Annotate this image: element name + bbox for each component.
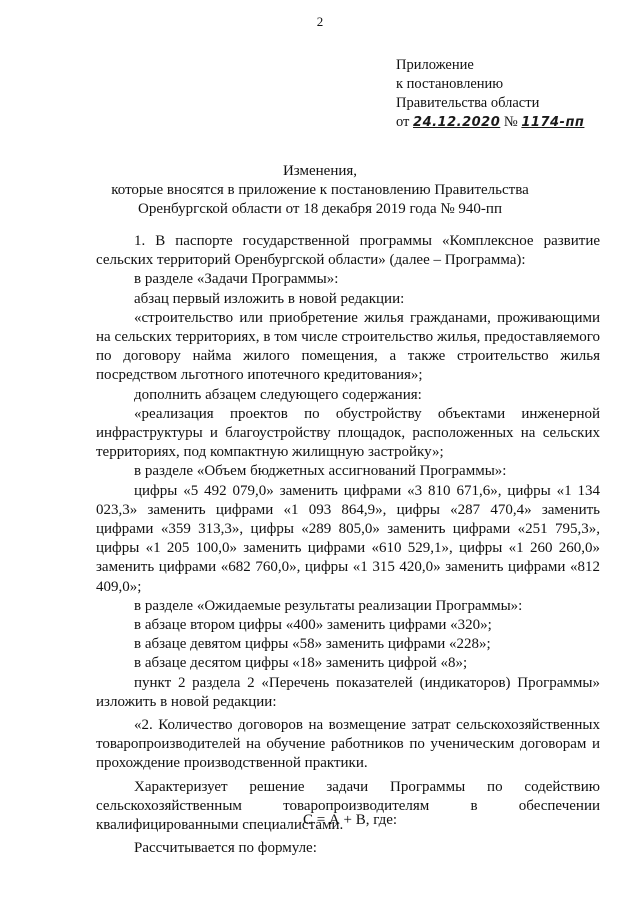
appendix-date-line <box>396 113 584 132</box>
handwritten-date: 24.12.2020 <box>413 115 501 130</box>
date-prefix: от <box>396 114 410 130</box>
document-body <box>96 232 600 859</box>
appendix-line: Правительства области <box>396 95 540 111</box>
paragraph: абзац первый изложить в новой редакции: <box>134 290 405 307</box>
number-prefix: № <box>503 114 518 130</box>
paragraph: в разделе «Ожидаемые результаты реализации Программы»: <box>134 597 523 614</box>
paragraph: в разделе «Задачи Программы»: <box>134 271 339 288</box>
paragraph: 1. В паспорте государственной программы «Комплексное развитие сельских территорий Оренбургской области» (далее – Программа): <box>96 233 600 269</box>
paragraph: «2. Количество договоров на возмещение затрат сельскохозяйственных товаропроизводителей на обучение работников по ученическим договорам и прохождение производственной практики. <box>96 717 600 772</box>
appendix-header <box>396 56 584 132</box>
appendix-line: к постановлению <box>396 76 504 92</box>
handwritten-number: 1174-пп <box>521 115 585 130</box>
paragraph: в абзаце девятом цифры «58» заменить цифрами «228»; <box>134 636 491 653</box>
appendix-line: Приложение <box>396 57 474 73</box>
title-line: Оренбургской области от 18 декабря 2019 года № 940-пп <box>138 201 502 217</box>
title-line: которые вносятся в приложение к постановлению Правительства <box>111 182 529 198</box>
paragraph: Рассчитывается по формуле: <box>134 840 317 857</box>
paragraph: Характеризует решение задачи Программы по содействию сельскохозяйственным товаропроизводителям в обеспечении квалифицированными специалистами. <box>96 778 600 834</box>
page-number: 2 <box>316 14 324 29</box>
formula: С = А + В, где: <box>302 812 398 828</box>
title-line: Изменения, <box>282 163 358 179</box>
paragraph: пункт 2 раздела 2 «Перечень показателей (индикаторов) Программы» изложить в новой редакции: <box>96 674 600 710</box>
paragraph: «строительство или приобретение жилья гражданами, проживающими на сельских территориях, в том числе строительство жилья, предоставляемого по договору найма жилого помещения, а также строительство жилья посредством льготного ипотечного кредитования»; <box>96 309 600 384</box>
paragraph: в абзаце десятом цифры «18» заменить цифрой «8»; <box>134 655 468 672</box>
paragraph: цифры «5 492 079,0» заменить цифрами «3 810 671,6», цифры «1 134 023,3» заменить цифрами «1 093 864,9», цифры «287 470,4» заменить цифрами «359 313,3», цифры «289 805,0» заменить цифрами «251 795,3», цифры «1 205 100,0» заменить цифрами «610 529,1», цифры «1 260 260,0» заменить цифрами «682 760,0», цифры «1 315 420,0» заменить цифрами «812 409,0»; <box>96 482 600 595</box>
document-title <box>0 162 640 219</box>
paragraph: в абзаце втором цифры «400» заменить цифрами «320»; <box>134 617 492 634</box>
paragraph: дополнить абзацем следующего содержания: <box>134 386 422 403</box>
paragraph: в разделе «Объем бюджетных ассигнований Программы»: <box>134 463 507 480</box>
paragraph: «реализация проектов по обустройству объектами инженерной инфраструктуры и благоустройству площадок, расположенных на сельских территориях, под компактную жилищную застройку»; <box>96 405 600 461</box>
